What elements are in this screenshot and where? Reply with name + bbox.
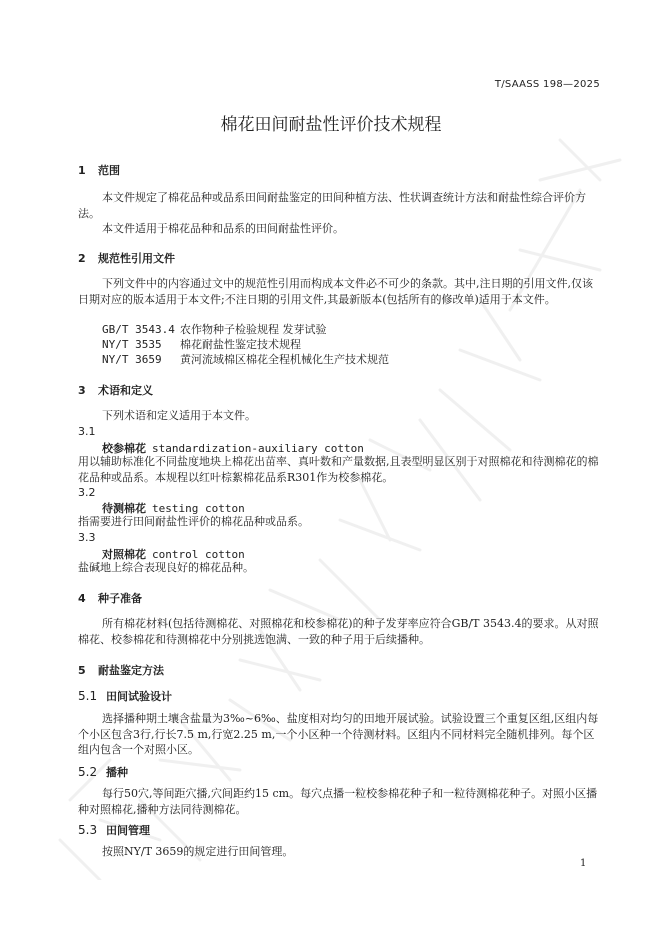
page-number: 1 bbox=[580, 858, 587, 869]
reference-code: GB/T 3543.4 bbox=[102, 323, 175, 336]
definition-text: 用以辅助标准化不同盐度地块上棉花出苗率、真叶数和产量数据,且表型明显区别于对照棉花和待测棉花的棉花品种或品系。本规程以红叶棕絮棉花品系R301作为校参棉花。 bbox=[78, 455, 599, 484]
subsection-title: 播种 bbox=[106, 766, 128, 779]
definition-text: 指需要进行田间耐盐性评价的棉花品种或品系。 bbox=[78, 515, 309, 528]
reference-name: 农作物种子检验规程 发芽试验 bbox=[180, 323, 327, 336]
paragraph-text: 每行50穴,等间距穴播,穴间距约15 cm。每穴点播一粒校参棉花种子和一粒待测棉花种子。对照小区播种对照棉花,播种方法同待测棉花。 bbox=[78, 787, 598, 816]
paragraph bbox=[78, 190, 600, 221]
term-zh: 校参棉花 bbox=[102, 442, 146, 455]
section-title: 术语和定义 bbox=[98, 384, 153, 397]
section-title: 种子准备 bbox=[98, 592, 142, 605]
term-definition bbox=[78, 514, 600, 530]
section-5-heading bbox=[78, 662, 164, 678]
section-title: 范围 bbox=[98, 164, 120, 177]
section-number: 5 bbox=[78, 664, 86, 677]
section-number: 3 bbox=[78, 384, 86, 397]
paragraph-text: 按照NY/T 3659的规定进行田间管理。 bbox=[102, 845, 294, 858]
reference-name: 黄河流域棉区棉花全程机械化生产技术规范 bbox=[180, 353, 389, 366]
paragraph-text: 本文件适用于棉花品种和品系的田间耐盐性评价。 bbox=[102, 222, 344, 235]
paragraph-text: 选择播种期土壤含盐量为3‰~6‰、盐度相对均匀的田地开展试验。试验设置三个重复区组,区组内每个小区包含3行,行长7.5 m,行宽2.25 m,一个小区种一个待测材料。区组内不同材料完全随机排列。每个区组内包含一个对照小区。 bbox=[78, 712, 599, 756]
section-number: 2 bbox=[78, 252, 86, 265]
paragraph bbox=[78, 221, 600, 237]
section-1-heading bbox=[78, 162, 120, 178]
reference-item bbox=[102, 337, 301, 353]
reference-code: NY/T 3535 bbox=[102, 338, 162, 351]
paragraph-text: 下列术语和定义适用于本文件。 bbox=[102, 409, 256, 422]
paragraph-text: 下列文件中的内容通过文中的规范性引用而构成本文件必不可少的条款。其中,注日期的引用文件,仅该日期对应的版本适用于本文件;不注日期的引用文件,其最新版本(包括所有的修改单)适用于本文件。 bbox=[78, 277, 593, 306]
reference-code: NY/T 3659 bbox=[102, 353, 162, 366]
subsection-heading bbox=[78, 764, 128, 780]
subsection-number: 5.3 bbox=[78, 823, 98, 837]
paragraph bbox=[78, 276, 600, 307]
paragraph bbox=[78, 616, 600, 647]
paragraph bbox=[78, 786, 600, 817]
section-number: 1 bbox=[78, 164, 86, 177]
section-number: 4 bbox=[78, 592, 86, 605]
reference-item bbox=[102, 352, 389, 368]
subsection-title: 田间试验设计 bbox=[106, 690, 172, 703]
section-title: 耐盐鉴定方法 bbox=[98, 664, 164, 677]
term-number: 3.3 bbox=[78, 531, 96, 544]
subsection-number: 5.1 bbox=[78, 689, 98, 703]
paragraph bbox=[78, 844, 600, 860]
term-en: standardization-auxiliary cotton bbox=[152, 442, 364, 455]
section-title: 规范性引用文件 bbox=[98, 252, 175, 265]
subsection-number: 5.2 bbox=[78, 765, 98, 779]
doc-title: 棉花田间耐盐性评价技术规程 bbox=[220, 115, 442, 135]
reference-item bbox=[102, 322, 327, 338]
paragraph bbox=[78, 408, 600, 424]
term-en: testing cotton bbox=[152, 502, 245, 515]
paragraph-text: 所有棉花材料(包括待测棉花、对照棉花和校参棉花)的种子发芽率应符合GB/T 3543.4的要求。从对照棉花、校参棉花和待测棉花中分别挑选饱满、一致的种子用于后续播种。 bbox=[78, 617, 599, 646]
definition-text: 盐碱地上综合表现良好的棉花品种。 bbox=[78, 561, 254, 574]
paragraph-text: 本文件规定了棉花品种或品系田间耐盐鉴定的田间种植方法、性状调查统计方法和耐盐性综合评价方法。 bbox=[78, 191, 586, 220]
subsection-heading bbox=[78, 688, 172, 704]
section-2-heading bbox=[78, 250, 175, 266]
term-definition bbox=[78, 454, 600, 485]
paragraph bbox=[78, 711, 600, 758]
term-en: control cotton bbox=[152, 548, 245, 561]
subsection-title: 田间管理 bbox=[106, 824, 150, 837]
section-3-heading bbox=[78, 382, 153, 398]
subsection-heading bbox=[78, 822, 150, 838]
section-4-heading bbox=[78, 590, 142, 606]
term-number: 3.1 bbox=[78, 425, 96, 438]
term-number: 3.2 bbox=[78, 486, 96, 499]
reference-name: 棉花耐盐性鉴定技术规程 bbox=[180, 338, 301, 351]
doc-code: T/SAASS 198—2025 bbox=[494, 79, 600, 90]
term-zh: 待测棉花 bbox=[102, 502, 146, 515]
term-definition bbox=[78, 560, 600, 576]
term-zh: 对照棉花 bbox=[102, 548, 146, 561]
